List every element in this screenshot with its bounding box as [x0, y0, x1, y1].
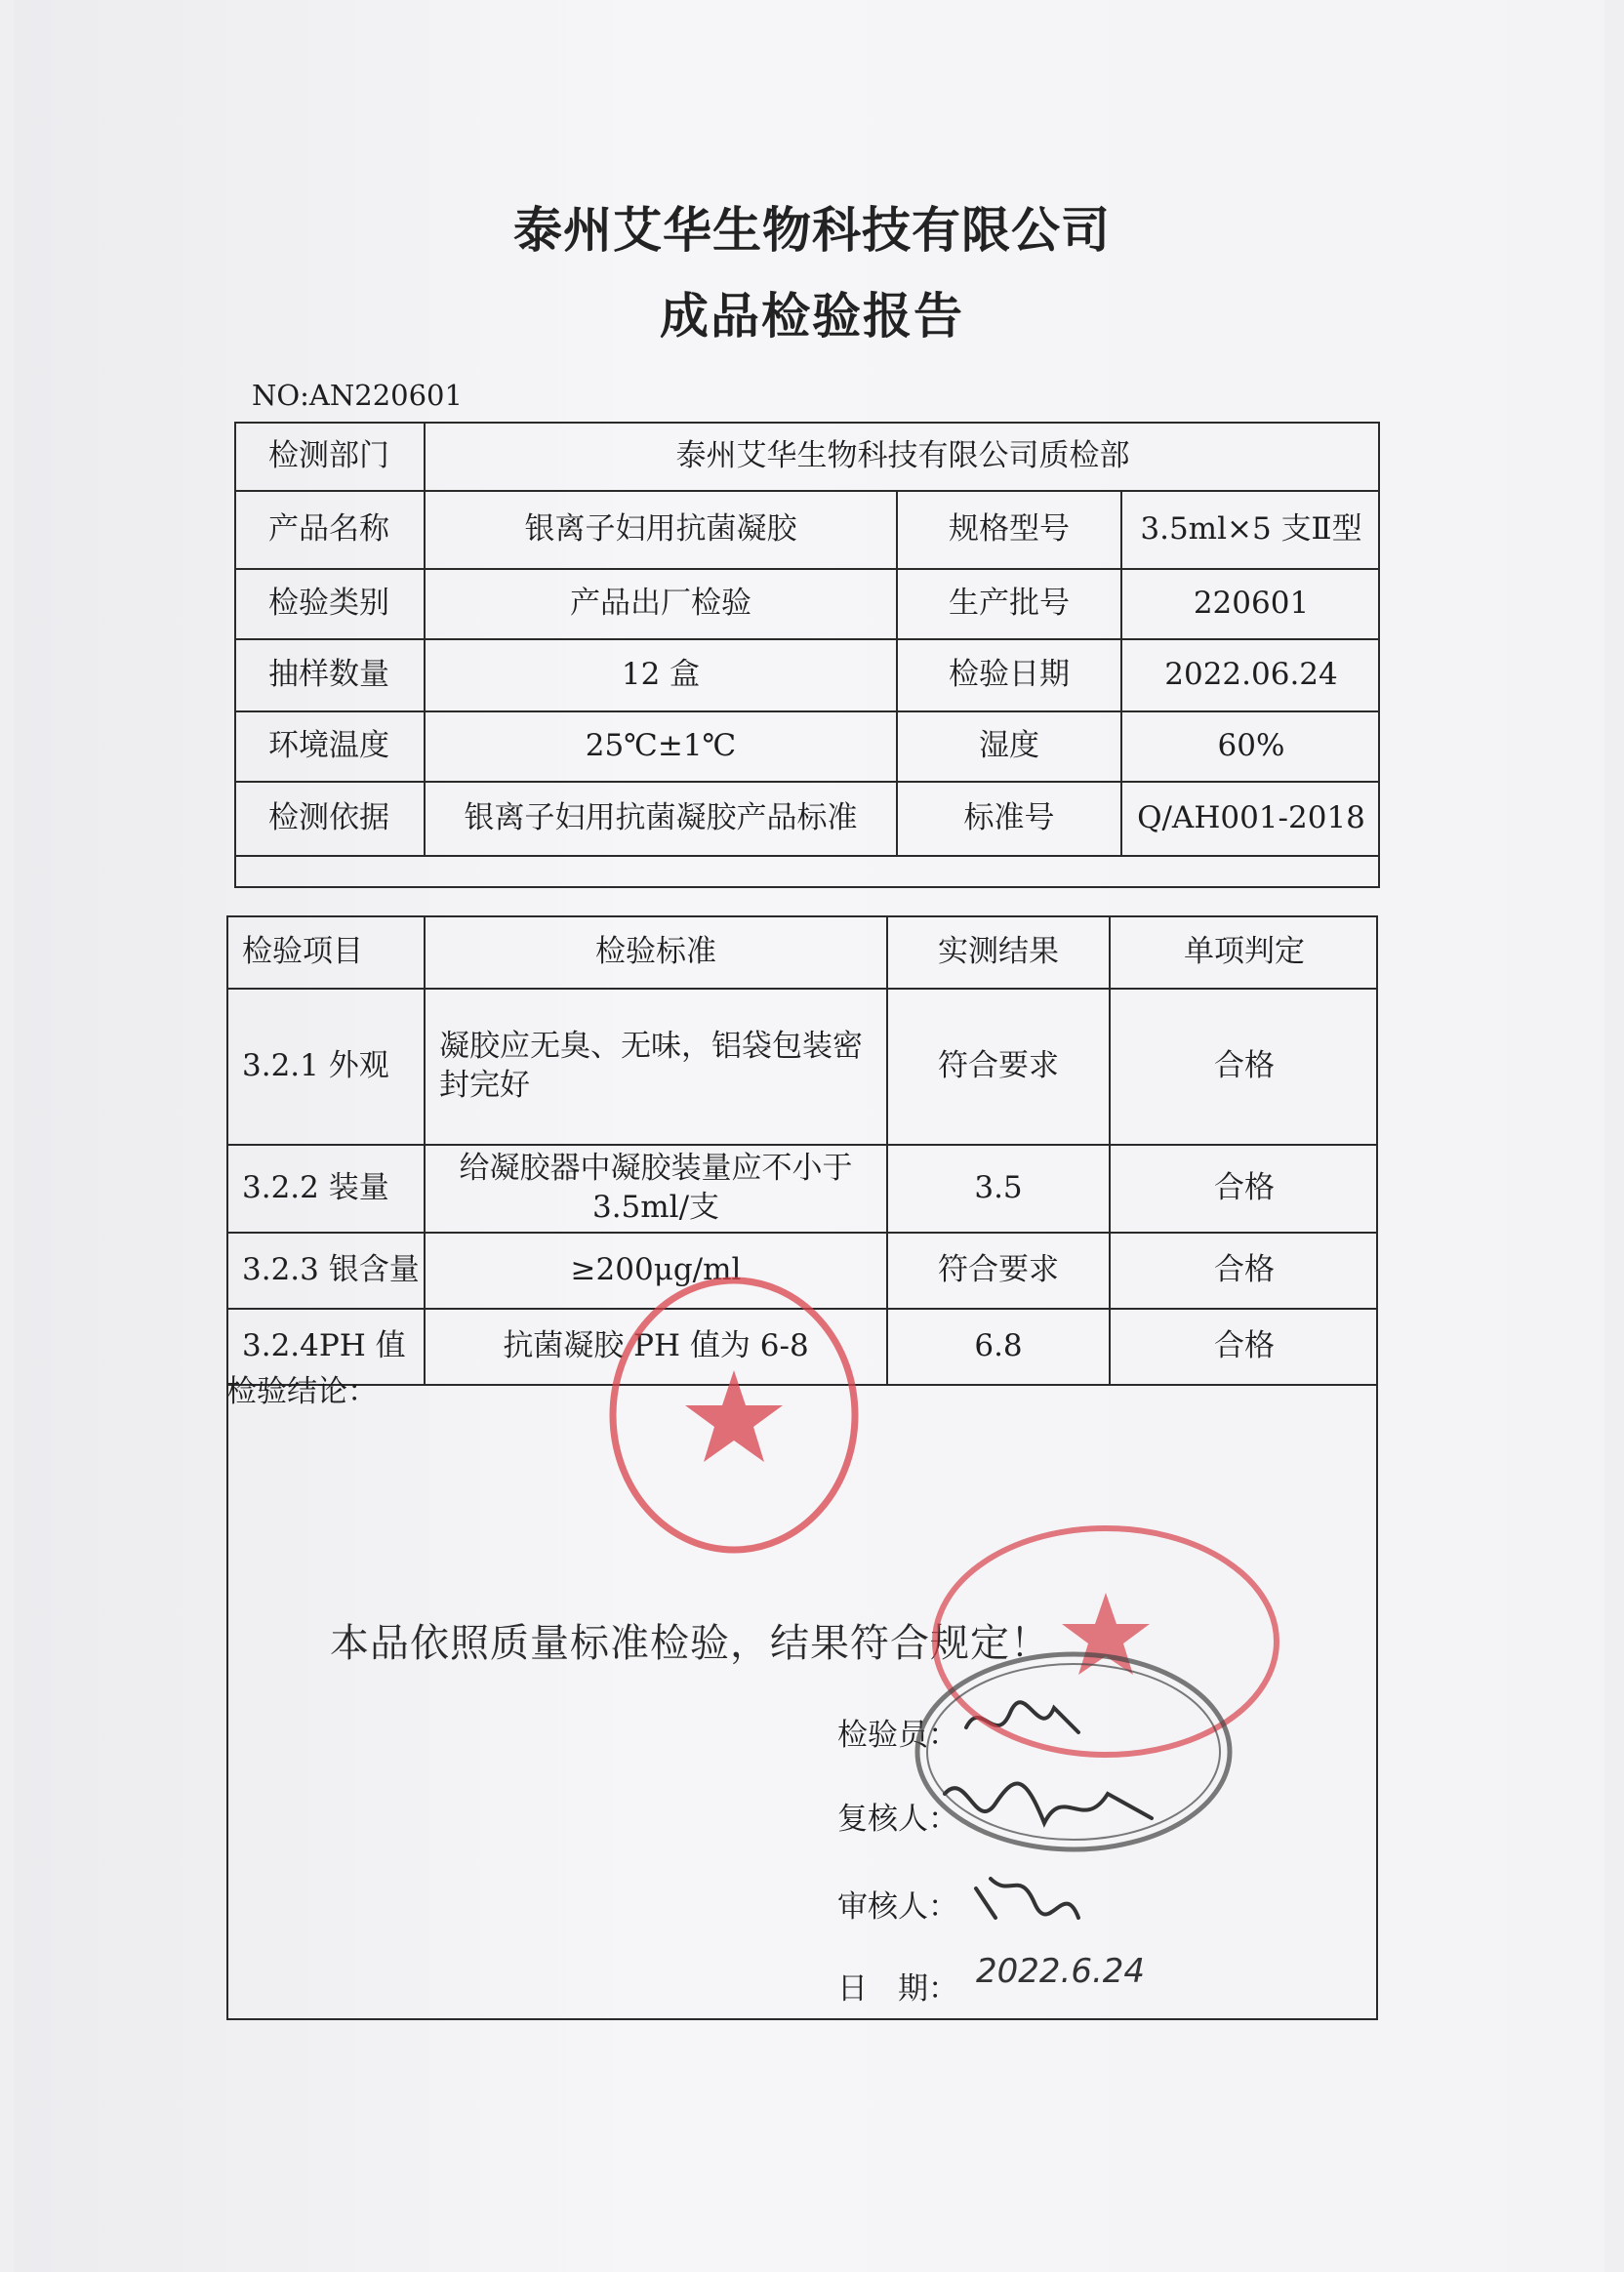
conclusion-label: 检验结论：	[226, 1374, 378, 1409]
handwritten-date: 2022.6.24	[976, 1952, 1146, 1991]
approver-signature	[966, 1859, 1093, 1937]
table-row-item: 3.2.4PH 值	[242, 1327, 406, 1363]
table-row-standard: 凝胶应无臭、无味，铝袋包装密封完好	[439, 1028, 863, 1103]
table-row-standard: 抗菌凝胶 PH 值为 6-8	[503, 1327, 809, 1363]
value-inspection-date: 2022.06.24	[1164, 656, 1338, 692]
document-number: NO:AN220601	[252, 379, 463, 412]
value-inspection-type: 产品出厂检验	[570, 585, 751, 621]
table-row-standard: ≥200μg/ml	[570, 1251, 742, 1287]
reviewer-label: 复核人：	[837, 1802, 958, 1837]
label-humidity: 湿度	[979, 727, 1039, 763]
table-row-result: 符合要求	[938, 1047, 1059, 1083]
table-row-result: 符合要求	[938, 1251, 1059, 1287]
approver-label: 审核人：	[837, 1889, 958, 1925]
label-temperature: 环境温度	[268, 727, 389, 763]
label-standard-no: 标准号	[963, 799, 1055, 835]
value-spec-model: 3.5ml×5 支Ⅱ型	[1140, 510, 1362, 547]
value-department: 泰州艾华生物科技有限公司质检部	[675, 437, 1130, 473]
table-row-result: 6.8	[974, 1327, 1023, 1363]
red-seal-qc-icon	[597, 1269, 871, 1562]
label-inspection-date: 检验日期	[949, 656, 1070, 692]
table-row-item: 3.2.2 装量	[242, 1169, 389, 1205]
black-seal-qc-icon	[908, 1640, 1239, 1864]
date-label: 日 期：	[837, 1971, 958, 2007]
value-sample-qty: 12 盒	[621, 656, 701, 692]
header-measured-result: 实测结果	[938, 933, 1059, 969]
value-batch-no: 220601	[1193, 585, 1310, 621]
table-row-result: 3.5	[974, 1169, 1023, 1205]
inspector-label: 检验员：	[837, 1718, 958, 1753]
table-row-verdict: 合格	[1214, 1251, 1275, 1287]
table-row-verdict: 合格	[1214, 1169, 1275, 1205]
table-row-item: 3.2.3 银含量	[242, 1251, 420, 1287]
value-product-name: 银离子妇用抗菌凝胶	[524, 510, 797, 547]
report-title: 成品检验报告	[660, 288, 964, 345]
header-test-item: 检验项目	[242, 933, 363, 969]
table-row-verdict: 合格	[1214, 1327, 1275, 1363]
table-row-item: 3.2.1 外观	[242, 1047, 389, 1083]
table-row-standard: 给凝胶器中凝胶装量应不小于 3.5ml/支	[459, 1150, 853, 1225]
label-sample-qty: 抽样数量	[268, 656, 389, 692]
header-verdict: 单项判定	[1184, 933, 1305, 969]
label-product-name: 产品名称	[268, 510, 389, 547]
value-temperature: 25℃±1℃	[585, 727, 737, 763]
company-title: 泰州艾华生物科技有限公司	[513, 202, 1111, 259]
label-batch-no: 生产批号	[949, 585, 1070, 621]
value-test-basis: 银离子妇用抗菌凝胶产品标准	[464, 799, 858, 835]
label-department: 检测部门	[268, 437, 389, 473]
label-inspection-type: 检验类别	[268, 585, 389, 621]
header-test-standard: 检验标准	[595, 933, 716, 969]
label-spec-model: 规格型号	[949, 510, 1070, 547]
label-test-basis: 检测依据	[268, 799, 389, 835]
value-standard-no: Q/AH001-2018	[1137, 799, 1365, 835]
value-humidity: 60%	[1217, 727, 1285, 763]
table-row-verdict: 合格	[1214, 1047, 1275, 1083]
conclusion-text: 本品依照质量标准检验，结果符合规定！	[330, 1621, 1050, 1666]
